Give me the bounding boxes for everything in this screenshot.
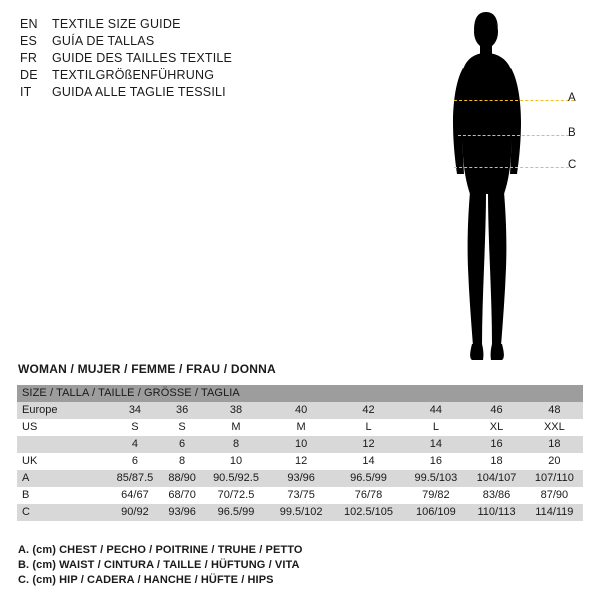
table-row xyxy=(17,453,583,470)
cell: 64/67 xyxy=(108,487,162,504)
language-code: FR xyxy=(20,51,38,65)
language-row xyxy=(20,16,320,33)
cell: 10 xyxy=(202,453,269,470)
row-label: C xyxy=(17,504,108,521)
cell: XL xyxy=(467,419,525,436)
cell: M xyxy=(270,419,333,436)
language-title: GUIDE DES TAILLES TEXTILE xyxy=(52,51,233,65)
cell: 79/82 xyxy=(404,487,467,504)
cell: 8 xyxy=(202,436,269,453)
body-figure xyxy=(420,10,590,370)
measure-label-b: B xyxy=(568,127,576,139)
table-row xyxy=(17,504,583,521)
footnotes-block xyxy=(18,543,578,588)
cell: 4 xyxy=(108,436,162,453)
cell: 12 xyxy=(333,436,405,453)
row-label: US xyxy=(17,419,108,436)
language-row xyxy=(20,33,320,50)
cell: 48 xyxy=(526,402,583,419)
measure-line-a xyxy=(454,100,574,101)
language-header-block xyxy=(20,16,320,101)
cell: S xyxy=(108,419,162,436)
cell: L xyxy=(404,419,467,436)
cell: 96.5/99 xyxy=(202,504,269,521)
cell: XXL xyxy=(526,419,583,436)
cell: 14 xyxy=(404,436,467,453)
table-row xyxy=(17,402,583,419)
cell: 90.5/92.5 xyxy=(202,470,269,487)
cell: 38 xyxy=(202,402,269,419)
cell: 99.5/103 xyxy=(404,470,467,487)
cell: 96.5/99 xyxy=(333,470,405,487)
table-header-label: SIZE / TALLA / TAILLE / GRÖSSE / TAGLIA xyxy=(17,385,583,402)
language-title: TEXTILGRÖßENFÜHRUNG xyxy=(52,68,215,82)
cell: 18 xyxy=(526,436,583,453)
cell: 70/72.5 xyxy=(202,487,269,504)
cell: 107/110 xyxy=(526,470,583,487)
language-row xyxy=(20,84,320,101)
table-row xyxy=(17,436,583,453)
cell: 46 xyxy=(467,402,525,419)
cell: 36 xyxy=(162,402,202,419)
cell: M xyxy=(202,419,269,436)
cell: 16 xyxy=(467,436,525,453)
cell: 73/75 xyxy=(270,487,333,504)
cell: 42 xyxy=(333,402,405,419)
table-row xyxy=(17,470,583,487)
measure-line-c xyxy=(454,167,574,168)
cell: 12 xyxy=(270,453,333,470)
language-title: GUIDA ALLE TAGLIE TESSILI xyxy=(52,85,226,99)
cell: 16 xyxy=(404,453,467,470)
size-table xyxy=(17,385,583,521)
cell: 10 xyxy=(270,436,333,453)
female-silhouette-icon xyxy=(420,10,590,370)
cell: 106/109 xyxy=(404,504,467,521)
cell: L xyxy=(333,419,405,436)
language-code: ES xyxy=(20,34,38,48)
language-row xyxy=(20,50,320,67)
measure-label-c: C xyxy=(568,159,577,171)
cell: 90/92 xyxy=(108,504,162,521)
cell: 110/113 xyxy=(467,504,525,521)
row-label: B xyxy=(17,487,108,504)
row-label: UK xyxy=(17,453,108,470)
language-code: EN xyxy=(20,17,38,31)
cell: 14 xyxy=(333,453,405,470)
cell: 83/86 xyxy=(467,487,525,504)
row-label: A xyxy=(17,470,108,487)
cell: 85/87.5 xyxy=(108,470,162,487)
footnote-b: B. (cm) WAIST / CINTURA / TAILLE / HÜFTUNG / VITA xyxy=(18,559,300,571)
cell: 68/70 xyxy=(162,487,202,504)
language-title: GUÍA DE TALLAS xyxy=(52,34,155,48)
table-row xyxy=(17,419,583,436)
cell: 88/90 xyxy=(162,470,202,487)
cell: 34 xyxy=(108,402,162,419)
cell: 8 xyxy=(162,453,202,470)
section-heading-woman: WOMAN / MUJER / FEMME / FRAU / DONNA xyxy=(18,362,276,376)
measure-line-b xyxy=(458,135,574,136)
table-row xyxy=(17,487,583,504)
cell: 87/90 xyxy=(526,487,583,504)
cell: 99.5/102 xyxy=(270,504,333,521)
measure-label-a: A xyxy=(568,92,576,104)
cell: 44 xyxy=(404,402,467,419)
cell: 102.5/105 xyxy=(333,504,405,521)
row-label: Europe xyxy=(17,402,108,419)
table-header-row xyxy=(17,385,583,402)
language-row xyxy=(20,67,320,84)
language-code: DE xyxy=(20,68,38,82)
cell: 18 xyxy=(467,453,525,470)
cell: 40 xyxy=(270,402,333,419)
footnote-a: A. (cm) CHEST / PECHO / POITRINE / TRUHE / PETTO xyxy=(18,544,303,556)
cell: 76/78 xyxy=(333,487,405,504)
language-title: TEXTILE SIZE GUIDE xyxy=(52,17,181,31)
cell: 93/96 xyxy=(162,504,202,521)
cell: 93/96 xyxy=(270,470,333,487)
cell: 104/107 xyxy=(467,470,525,487)
cell: 6 xyxy=(162,436,202,453)
cell: 20 xyxy=(526,453,583,470)
cell: S xyxy=(162,419,202,436)
cell: 6 xyxy=(108,453,162,470)
cell: 114/119 xyxy=(526,504,583,521)
footnote-c: C. (cm) HIP / CADERA / HANCHE / HÜFTE / HIPS xyxy=(18,574,274,586)
row-label xyxy=(17,436,108,453)
language-code: IT xyxy=(20,85,32,99)
